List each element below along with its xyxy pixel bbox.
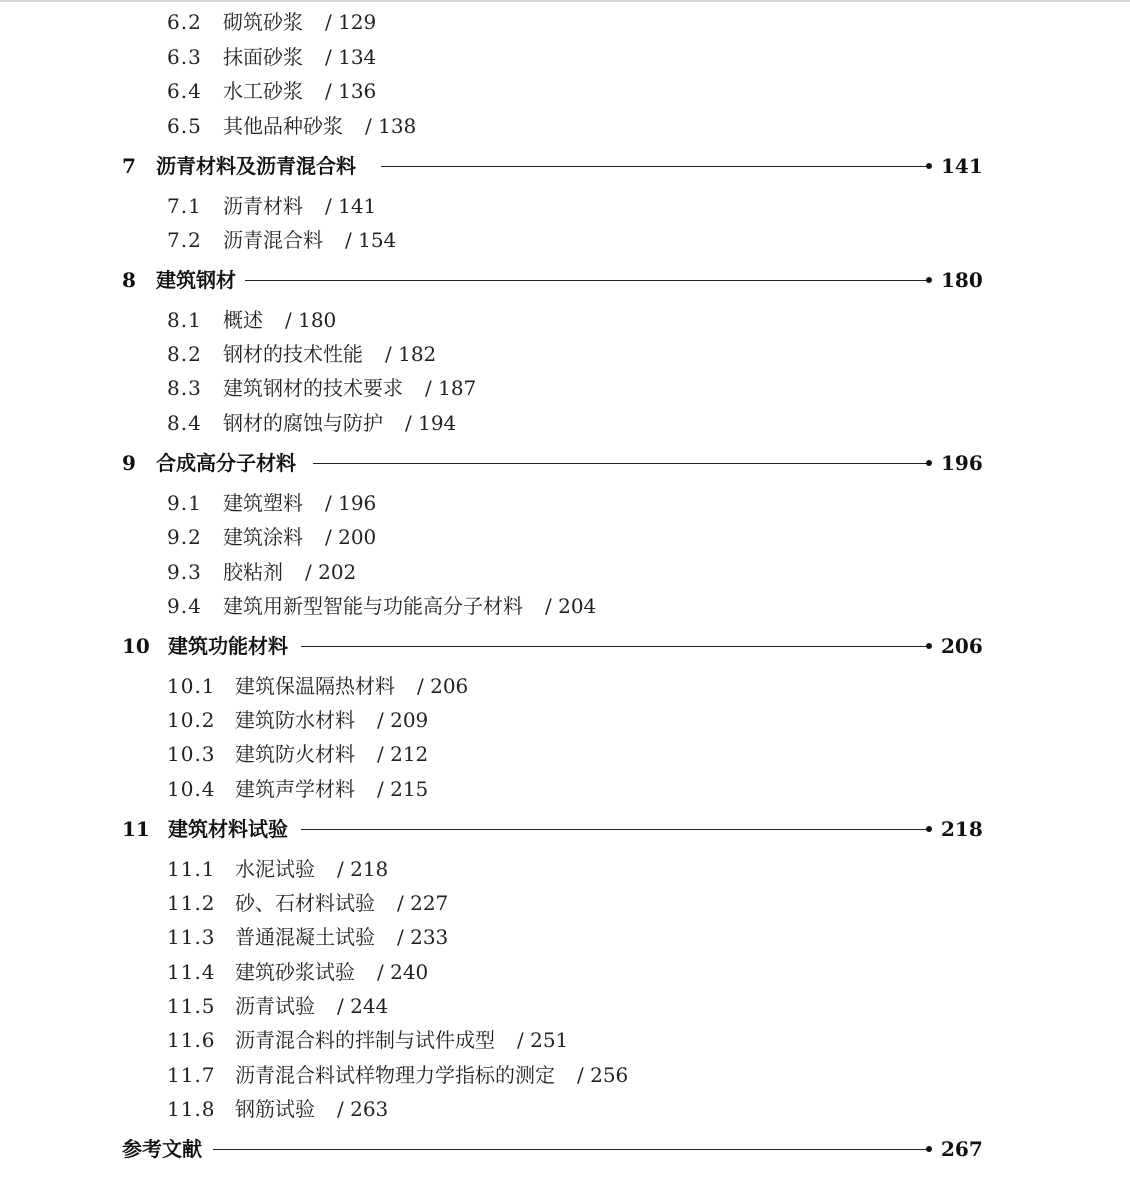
section-page: / 136 [325, 79, 377, 103]
section-number: 11.3 [167, 925, 216, 949]
section-page: / 218 [337, 857, 389, 881]
section-number: 10.2 [167, 708, 216, 732]
toc-chapter-8[interactable] [0, 265, 1130, 295]
toc-section-10-3[interactable] [0, 739, 1130, 769]
section-number: 6.3 [167, 45, 202, 69]
section-number: 6.5 [167, 114, 202, 138]
chapter-title: 合成高分子材料 [156, 451, 296, 475]
section-number: 9.3 [167, 560, 202, 584]
section-number: 11.8 [167, 1097, 216, 1121]
toc-section-11-1[interactable] [0, 854, 1130, 884]
section-page: / 196 [325, 491, 377, 515]
section-page: / 215 [377, 777, 429, 801]
section-page: / 182 [385, 342, 437, 366]
toc-section-8-1[interactable] [0, 305, 1130, 335]
chapter-page: 206 [941, 634, 983, 658]
section-page: / 209 [377, 708, 429, 732]
section-number: 11.7 [167, 1063, 216, 1087]
section-page: / 233 [397, 925, 449, 949]
section-number: 10.1 [167, 674, 216, 698]
toc-section-7-1[interactable] [0, 191, 1130, 221]
chapter-number: 8 [122, 268, 136, 292]
section-title: 抹面砂浆 / 134 [223, 45, 377, 69]
toc-section-9-3[interactable] [0, 557, 1130, 587]
section-number: 8.2 [167, 342, 202, 366]
section-page: / 194 [405, 411, 457, 435]
section-title: 建筑防火材料 / 212 [235, 742, 429, 766]
section-page: / 129 [325, 10, 377, 34]
toc-section-11-4[interactable] [0, 957, 1130, 987]
section-number: 10.3 [167, 742, 216, 766]
toc-section-11-3[interactable] [0, 922, 1130, 952]
section-title: 建筑砂浆试验 / 240 [235, 960, 429, 984]
leader-dot [926, 826, 932, 832]
section-number: 8.3 [167, 376, 202, 400]
toc-section-8-2[interactable] [0, 339, 1130, 369]
leader-dot [926, 643, 932, 649]
references-title: 参考文献 [122, 1137, 202, 1161]
section-number: 8.4 [167, 411, 202, 435]
chapter-number: 9 [122, 451, 136, 475]
leader-line [301, 646, 928, 647]
leader-line [381, 166, 928, 167]
toc-chapter-10[interactable] [0, 631, 1130, 661]
section-page: / 187 [425, 376, 477, 400]
section-number: 9.1 [167, 491, 202, 515]
chapter-page: 196 [941, 451, 983, 475]
section-page: / 154 [345, 228, 397, 252]
section-title: 建筑防水材料 / 209 [235, 708, 429, 732]
leader-dot [926, 163, 932, 169]
chapter-page: 180 [941, 268, 983, 292]
section-page: / 202 [305, 560, 357, 584]
section-page: / 141 [325, 194, 377, 218]
section-title: 胶粘剂 / 202 [223, 560, 357, 584]
leader-line [301, 829, 928, 830]
leader-dot [926, 1146, 932, 1152]
section-title: 普通混凝土试验 / 233 [235, 925, 449, 949]
section-page: / 200 [325, 525, 377, 549]
section-title: 建筑保温隔热材料 / 206 [235, 674, 469, 698]
chapter-number: 10 [122, 634, 150, 658]
section-page: / 240 [377, 960, 429, 984]
leader-line [213, 1149, 928, 1150]
section-title: 沥青混合料试样物理力学指标的测定 / 256 [235, 1063, 629, 1087]
section-number: 9.4 [167, 594, 202, 618]
section-page: / 212 [377, 742, 429, 766]
section-number: 10.4 [167, 777, 216, 801]
toc-section-9-2[interactable] [0, 522, 1130, 552]
section-title: 钢材的腐蚀与防护 / 194 [223, 411, 457, 435]
leader-line [245, 280, 928, 281]
section-number: 7.2 [167, 228, 202, 252]
section-title: 钢筋试验 / 263 [235, 1097, 389, 1121]
section-title: 建筑钢材的技术要求 / 187 [223, 376, 477, 400]
section-page: / 227 [397, 891, 449, 915]
section-page: / 180 [285, 308, 337, 332]
section-title: 建筑声学材料 / 215 [235, 777, 429, 801]
section-number: 11.5 [167, 994, 216, 1018]
toc-section-11-5[interactable] [0, 991, 1130, 1021]
section-page: / 263 [337, 1097, 389, 1121]
section-number: 11.1 [167, 857, 216, 881]
chapter-title: 沥青材料及沥青混合料 [156, 154, 356, 178]
section-title: 水工砂浆 / 136 [223, 79, 377, 103]
section-page: / 256 [577, 1063, 629, 1087]
section-title: 沥青混合料 / 154 [223, 228, 397, 252]
section-page: / 251 [517, 1028, 569, 1052]
section-number: 11.4 [167, 960, 216, 984]
toc-section-10-2[interactable] [0, 705, 1130, 735]
toc-section-11-2[interactable] [0, 888, 1130, 918]
toc-chapter-9[interactable] [0, 448, 1130, 478]
chapter-page: 141 [941, 154, 983, 178]
chapter-title: 建筑钢材 [156, 268, 236, 292]
chapter-number: 7 [122, 154, 136, 178]
section-number: 8.1 [167, 308, 202, 332]
section-page: / 138 [365, 114, 417, 138]
toc-chapter-7[interactable] [0, 151, 1130, 181]
toc-section-10-4[interactable] [0, 774, 1130, 804]
section-title: 砌筑砂浆 / 129 [223, 10, 377, 34]
top-border-line [0, 0, 1130, 2]
chapter-number: 11 [122, 817, 150, 841]
leader-dot [926, 277, 932, 283]
section-title: 建筑塑料 / 196 [223, 491, 377, 515]
section-number: 9.2 [167, 525, 202, 549]
section-page: / 206 [417, 674, 469, 698]
section-title: 概述 / 180 [223, 308, 337, 332]
toc-section-8-3[interactable] [0, 373, 1130, 403]
toc-section-8-4[interactable] [0, 408, 1130, 438]
toc-section-10-1[interactable] [0, 671, 1130, 701]
section-page: / 204 [545, 594, 597, 618]
chapter-title: 建筑材料试验 [168, 817, 288, 841]
section-title: 其他品种砂浆 / 138 [223, 114, 417, 138]
section-page: / 244 [337, 994, 389, 1018]
section-number: 11.2 [167, 891, 216, 915]
section-title: 沥青试验 / 244 [235, 994, 389, 1018]
toc-section-11-8[interactable] [0, 1094, 1130, 1124]
leader-dot [926, 460, 932, 466]
toc-chapter-11[interactable] [0, 814, 1130, 844]
section-title: 钢材的技术性能 / 182 [223, 342, 437, 366]
section-title: 建筑涂料 / 200 [223, 525, 377, 549]
toc-section-6-5[interactable] [0, 111, 1130, 141]
section-title: 砂、石材料试验 / 227 [235, 891, 449, 915]
section-title: 沥青混合料的拌制与试件成型 / 251 [235, 1028, 569, 1052]
toc-section-6-4[interactable] [0, 76, 1130, 106]
section-title: 建筑用新型智能与功能高分子材料 / 204 [223, 594, 597, 618]
section-number: 11.6 [167, 1028, 216, 1052]
chapter-page: 218 [941, 817, 983, 841]
toc-section-9-4[interactable] [0, 591, 1130, 621]
section-page: / 134 [325, 45, 377, 69]
toc-section-6-2[interactable] [0, 7, 1130, 37]
references-page: 267 [941, 1137, 983, 1161]
toc-section-11-7[interactable] [0, 1060, 1130, 1090]
section-number: 6.4 [167, 79, 202, 103]
section-number: 6.2 [167, 10, 202, 34]
section-title: 水泥试验 / 218 [235, 857, 389, 881]
toc-section-6-3[interactable] [0, 42, 1130, 72]
section-number: 7.1 [167, 194, 202, 218]
toc-section-7-2[interactable] [0, 225, 1130, 255]
toc-references[interactable] [0, 1134, 1130, 1164]
chapter-title: 建筑功能材料 [168, 634, 288, 658]
toc-section-9-1[interactable] [0, 488, 1130, 518]
section-title: 沥青材料 / 141 [223, 194, 377, 218]
leader-line [313, 463, 928, 464]
toc-section-11-6[interactable] [0, 1025, 1130, 1055]
